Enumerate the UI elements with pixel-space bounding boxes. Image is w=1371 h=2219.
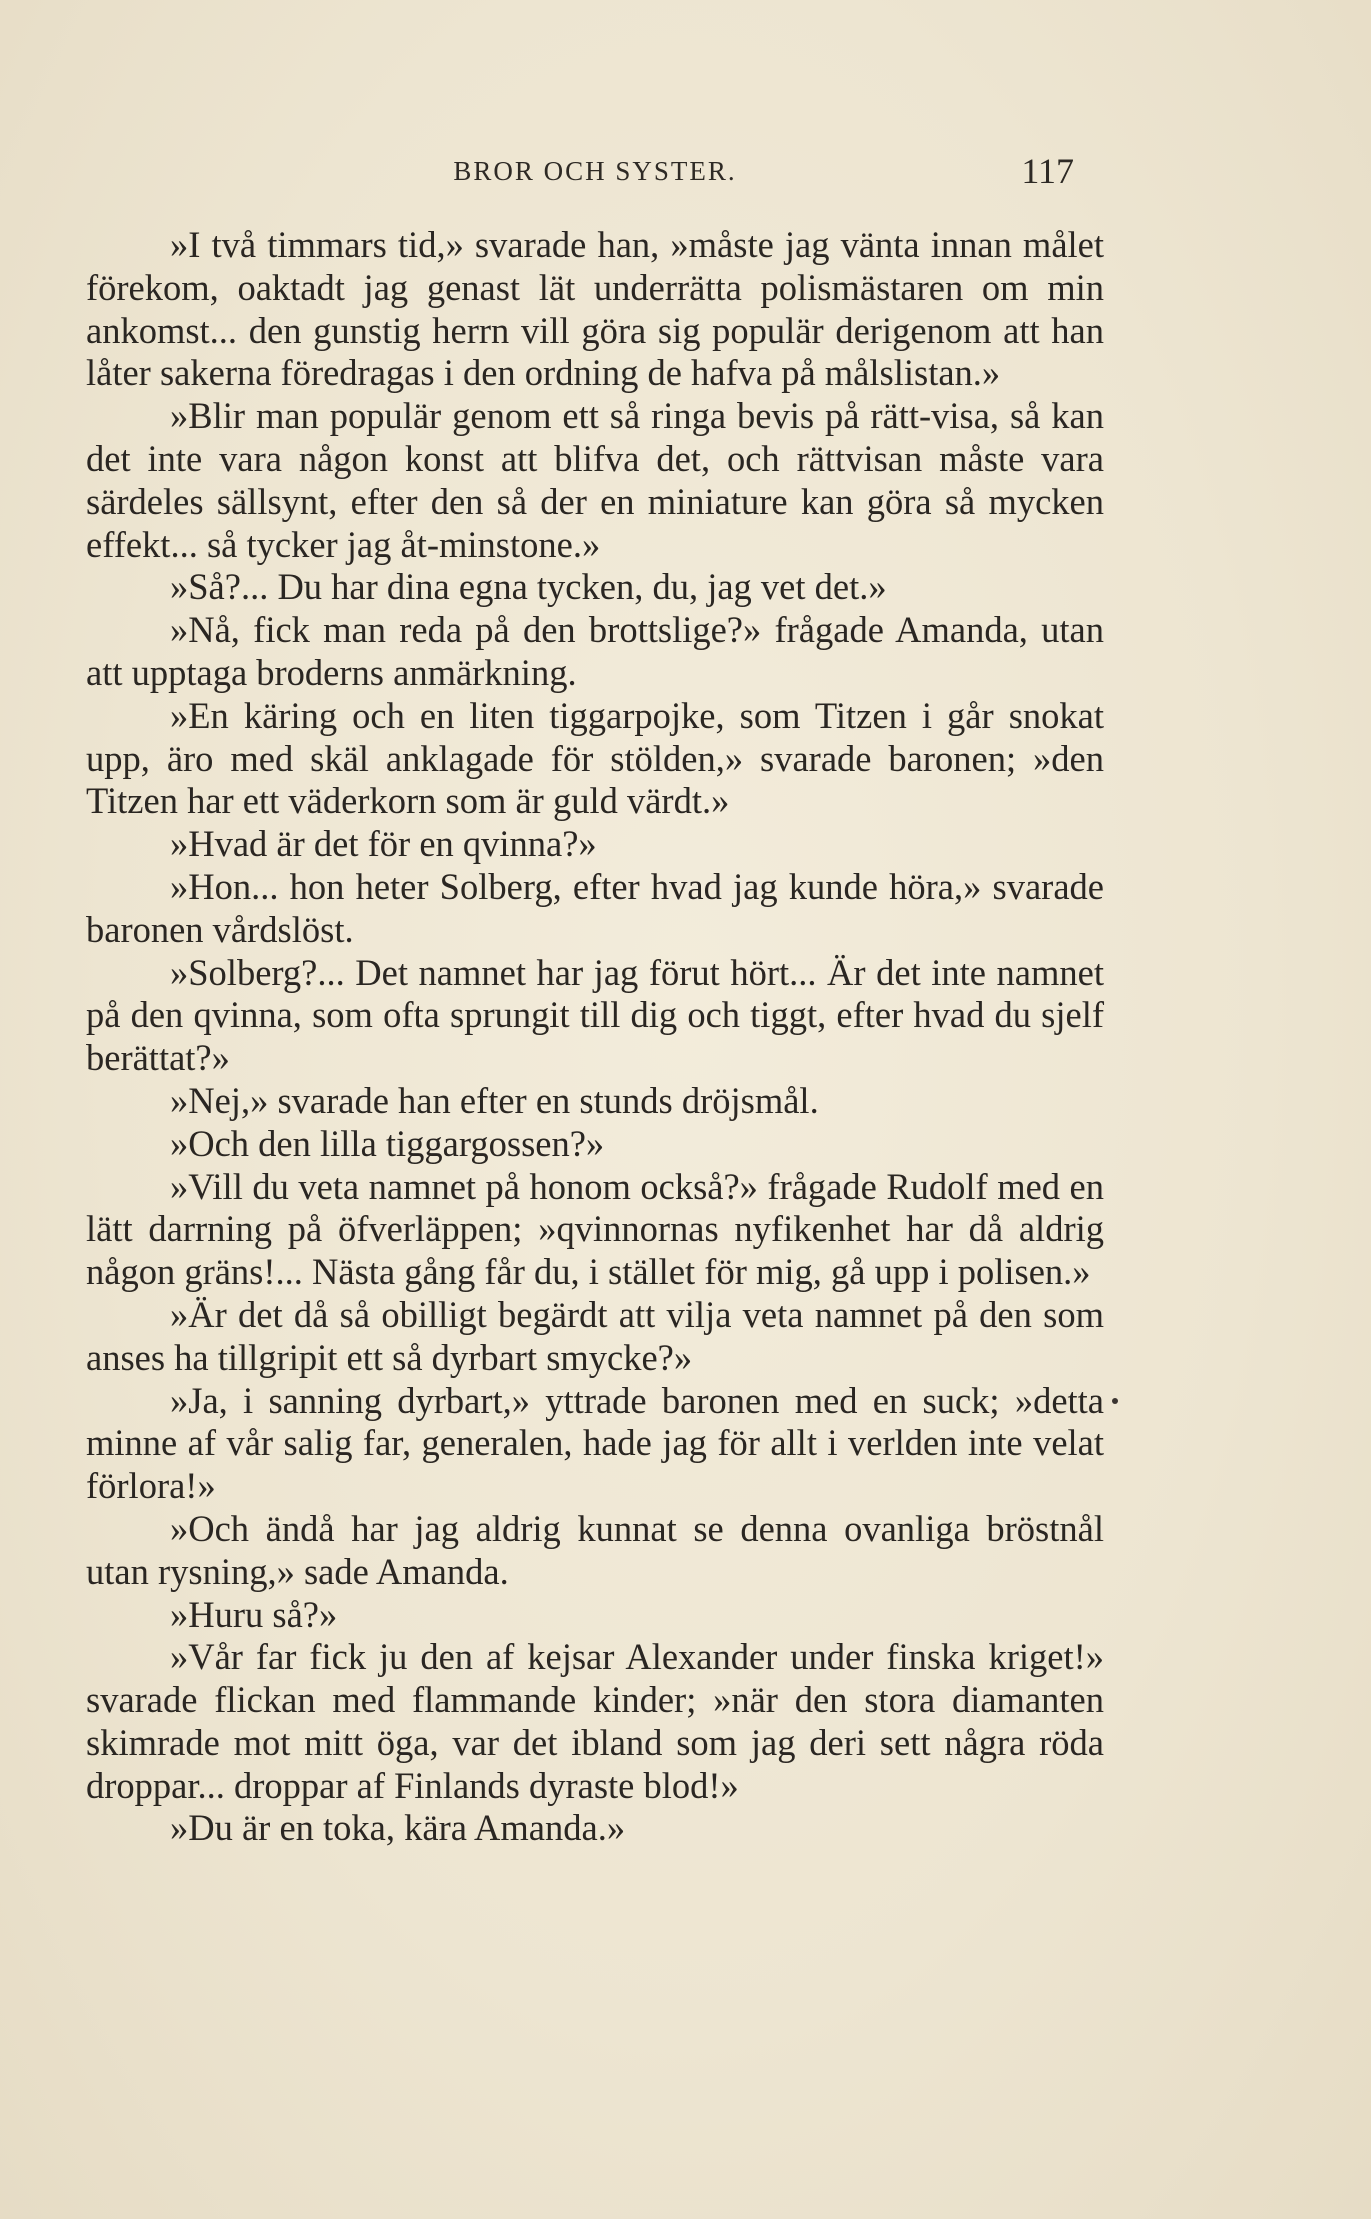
margin-mark: [1112, 1398, 1118, 1404]
paragraph: »Blir man populär genom ett så ringa bevis på rätt-visa, så kan det inte vara någon konst att blifva det, och rättvisan måste vara särdeles sällsynt, efter den så der en miniature kan göra så mycken effekt... så tycker jag åt-minstone.»: [86, 395, 1104, 565]
paragraph: »Är det då så obilligt begärdt att vilja veta namnet på den som anses ha tillgripit ett så dyrbart smycke?»: [86, 1293, 1104, 1378]
paragraph: »Hvad är det för en qvinna?»: [170, 823, 597, 865]
paragraph: »I två timmars tid,» svarade han, »måste jag vänta innan målet förekom, oaktadt jag genast lät underrätta polismästaren om min ankomst... den gunstig herrn vill göra sig populär derigenom att han låter sakerna föredragas i den ordning de hafva på målslistan.»: [86, 224, 1104, 394]
paragraph: »Så?... Du har dina egna tycken, du, jag vet det.»: [170, 566, 887, 608]
paragraph: »Du är en toka, kära Amanda.»: [170, 1807, 626, 1849]
paragraph: »Och den lilla tiggargossen?»: [170, 1122, 605, 1164]
paragraph: »Nej,» svarade han efter en stunds dröjsmål.: [170, 1079, 819, 1121]
running-head: BROR OCH SYSTER.: [453, 156, 737, 186]
paragraph: »Hon... hon heter Solberg, efter hvad jag kunde höra,» svarade baronen vårdslöst.: [86, 865, 1104, 950]
page-number: 117: [1021, 151, 1074, 191]
page-header: [86, 150, 1104, 200]
paragraph: »Ja, i sanning dyrbart,» yttrade baronen med en suck; »detta minne af vår salig far, generalen, hade jag för allt i verlden inte velat förlora!»: [86, 1379, 1104, 1507]
paragraph: »Huru så?»: [170, 1593, 338, 1635]
paragraph: »Nå, fick man reda på den brottslige?» frågade Amanda, utan att upptaga broderns anmärkning.: [86, 609, 1104, 693]
paragraph: »Vår far fick ju den af kejsar Alexander under finska kriget!» svarade flickan med flammande kinder; »när den stora diamanten skimrade mot mitt öga, var det ibland som jag deri sett några röda droppar... droppar af Finlands dyraste blod!»: [86, 1636, 1104, 1806]
paragraph: »En käring och en liten tiggarpojke, som Titzen i går snokat upp, äro med skäl anklagade för stölden,» svarade baronen; »den Titzen har ett väderkorn som är guld värdt.»: [86, 694, 1104, 822]
body-text: [86, 224, 1104, 1850]
paragraph: »Solberg?... Det namnet har jag förut hört... Är det inte namnet på den qvinna, som ofta sprungit till dig och tiggt, efter hvad du sjelf berättat?»: [86, 951, 1104, 1079]
paragraph: »Vill du veta namnet på honom också?» frågade Rudolf med en lätt darrning på öfverläppen; »qvinnornas nyfikenhet har då aldrig någon gräns!... Nästa gång får du, i stället för mig, gå upp i polisen.»: [86, 1165, 1104, 1293]
paragraph: »Och ändå har jag aldrig kunnat se denna ovanliga bröstnål utan rysning,» sade Amanda.: [86, 1507, 1104, 1592]
